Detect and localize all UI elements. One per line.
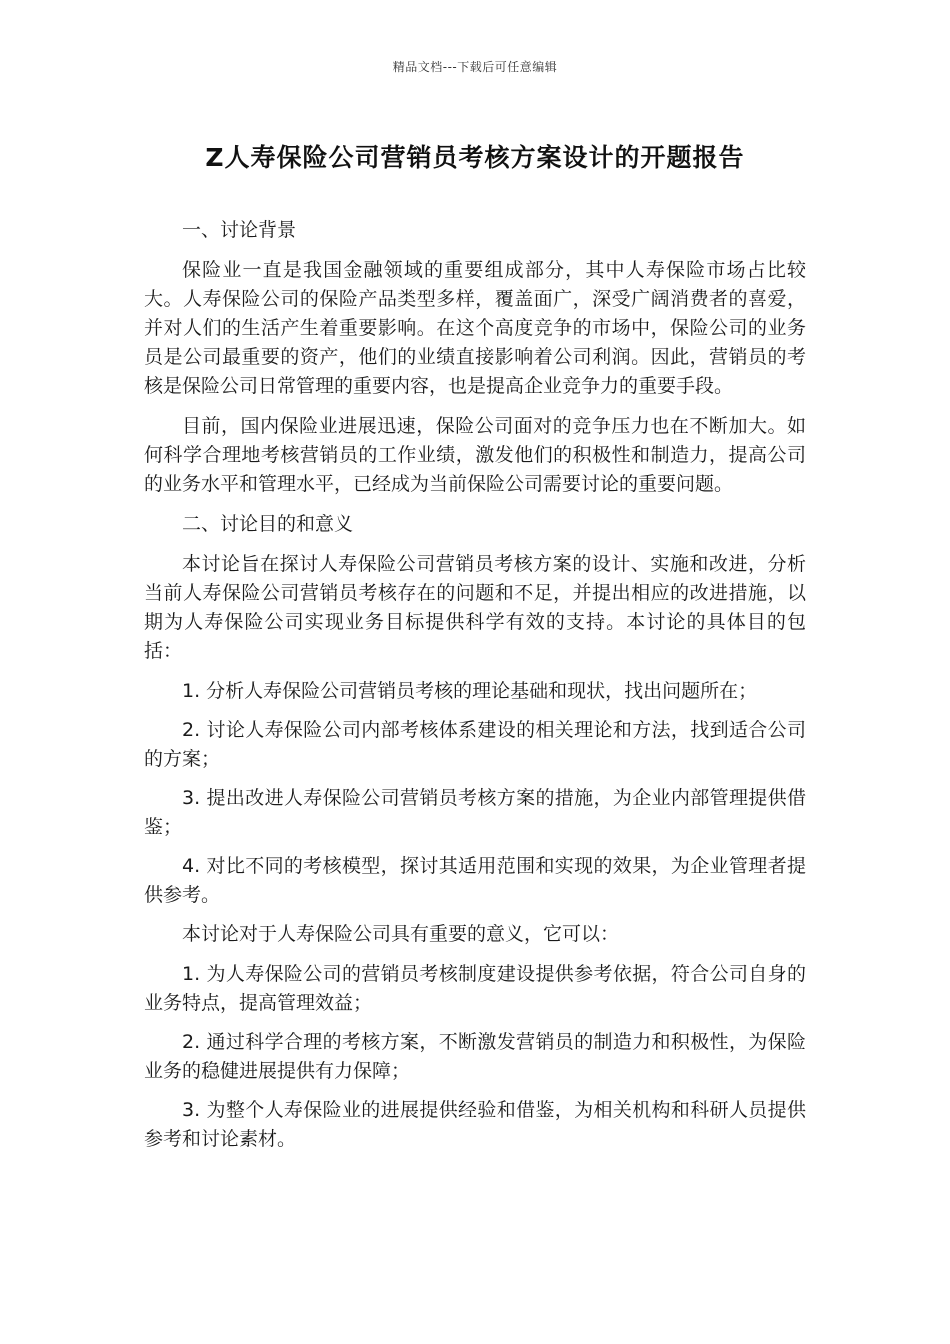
header-note: 精品文档---下载后可任意编辑 [392, 60, 558, 74]
purpose-item-1: 1. 分析人寿保险公司营销员考核的理论基础和现状，找出问题所在； [182, 680, 758, 702]
significance-item-3: 3. 为整个人寿保险业的进展提供经验和借鉴，为相关机构和科研人员提供参考和讨论素材。 [144, 1099, 806, 1150]
paragraph-significance-intro: 本讨论对于人寿保险公司具有重要的意义，它可以： [182, 923, 620, 945]
significance-item-1: 1. 为人寿保险公司的营销员考核制度建设提供参考依据，符合公司自身的业务特点，提高管理效益； [144, 963, 806, 1014]
significance-item-2: 2. 通过科学合理的考核方案，不断激发营销员的制造力和积极性，为保险业务的稳健进展提供有力保障； [144, 1031, 806, 1082]
purpose-item-4: 4. 对比不同的考核模型，探讨其适用范围和实现的效果，为企业管理者提供参考。 [144, 855, 806, 906]
paragraph-purpose-intro: 本讨论旨在探讨人寿保险公司营销员考核方案的设计、实施和改进，分析当前人寿保险公司营销员考核存在的问题和不足，并提出相应的改进措施，以期为人寿保险公司实现业务目标提供科学有效的支持。本讨论的具体目的包括： [144, 553, 806, 662]
section-heading-purpose: 二、讨论目的和意义 [182, 513, 354, 535]
document-body [144, 216, 806, 1164]
purpose-item-2: 2. 讨论人寿保险公司内部考核体系建设的相关理论和方法，找到适合公司的方案； [144, 719, 806, 770]
section-heading-background: 一、讨论背景 [182, 219, 297, 241]
paragraph-background-1: 保险业一直是我国金融领域的重要组成部分，其中人寿保险市场占比较大。人寿保险公司的保险产品类型多样，覆盖面广，深受广阔消费者的喜爱，并对人们的生活产生着重要影响。在这个高度竞争的市场中，保险公司的业务员是公司最重要的资产，他们的业绩直接影响着公司利润。因此，营销员的考核是保险公司日常管理的重要内容，也是提高企业竞争力的重要手段。 [144, 259, 806, 397]
purpose-item-3: 3. 提出改进人寿保险公司营销员考核方案的措施，为企业内部管理提供借鉴； [144, 787, 806, 838]
document-title: Z人寿保险公司营销员考核方案设计的开题报告 [205, 143, 745, 172]
paragraph-background-2: 目前，国内保险业进展迅速，保险公司面对的竞争压力也在不断加大。如何科学合理地考核营销员的工作业绩，激发他们的积极性和制造力，提高公司的业务水平和管理水平，已经成为当前保险公司需要讨论的重要问题。 [144, 415, 806, 495]
